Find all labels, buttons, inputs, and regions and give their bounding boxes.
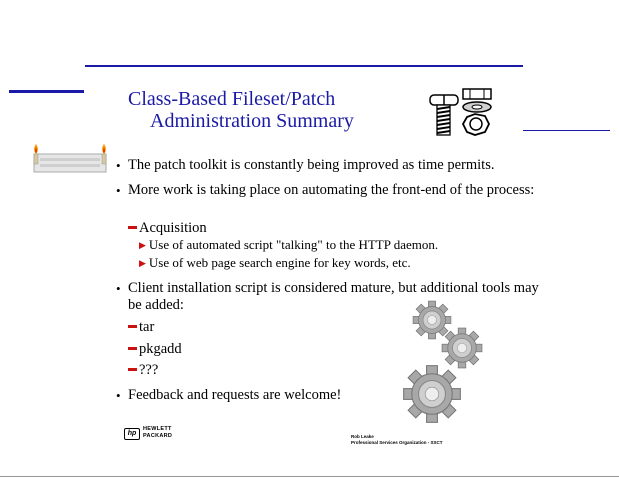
tool-item-1 [128, 319, 154, 336]
red-dash-icon [128, 368, 137, 371]
red-triangle-icon: ▶ [139, 240, 146, 250]
tool-item-2 [128, 341, 182, 358]
bullet-dot-icon: • [116, 158, 121, 173]
hp-logo-text [143, 426, 172, 440]
bolt-and-nut-icon [427, 87, 499, 141]
acquisition-sub-2 [139, 255, 411, 272]
tool-item-3 [128, 362, 158, 379]
acquisition-sub-1-text: Use of automated script "talking" to the HTTP daemon. [148, 237, 439, 252]
acquisition-sub-2-text: Use of web page search engine for key words, etc. [148, 255, 411, 270]
hp-logo-mark: hp [124, 428, 140, 440]
red-dash-icon [128, 226, 137, 229]
top-rule [85, 65, 523, 67]
author-name: Rob Leake [351, 434, 374, 439]
acquisition-label: Acquisition [139, 220, 207, 236]
slide-title [128, 88, 428, 132]
left-rule [9, 90, 84, 93]
bullet-dot-icon: • [116, 183, 121, 198]
red-triangle-icon: ▶ [139, 258, 146, 268]
red-dash-icon [128, 325, 137, 328]
bullet-1-text: The patch toolkit is constantly being improved as time permits. [128, 157, 495, 173]
candles-clipart-icon [30, 142, 110, 178]
acquisition-item [128, 220, 207, 237]
bullet-3-text: Client installation script is considered mature, but additional tools may be added: [128, 280, 539, 313]
bullet-4-text: Feedback and requests are welcome! [128, 387, 342, 403]
tool-2-text: pkgadd [139, 341, 182, 357]
tool-3-text: ??? [139, 362, 159, 378]
bullet-2 [116, 182, 548, 199]
bullet-1 [116, 157, 548, 174]
gears-clipart-icon [396, 298, 492, 426]
tool-1-text: tar [139, 319, 155, 335]
bullet-dot-icon: • [116, 388, 121, 403]
author-credit [351, 434, 443, 446]
hp-logo-line-2: PACKARD [143, 433, 173, 439]
hp-logo-line-1: HEWLETT [143, 426, 172, 432]
title-line-1: Class-Based Fileset/Patch [128, 88, 336, 110]
bullet-dot-icon: • [116, 281, 121, 296]
bottom-border [0, 476, 619, 477]
bullet-2-text: More work is taking place on automating the front-end of the process: [128, 182, 535, 198]
red-dash-icon [128, 347, 137, 350]
title-line-2: Administration Summary [150, 110, 354, 132]
acquisition-sub-1 [139, 237, 438, 254]
right-rule [523, 130, 610, 131]
author-org: Professional Services Organization - SSCT [351, 440, 443, 445]
